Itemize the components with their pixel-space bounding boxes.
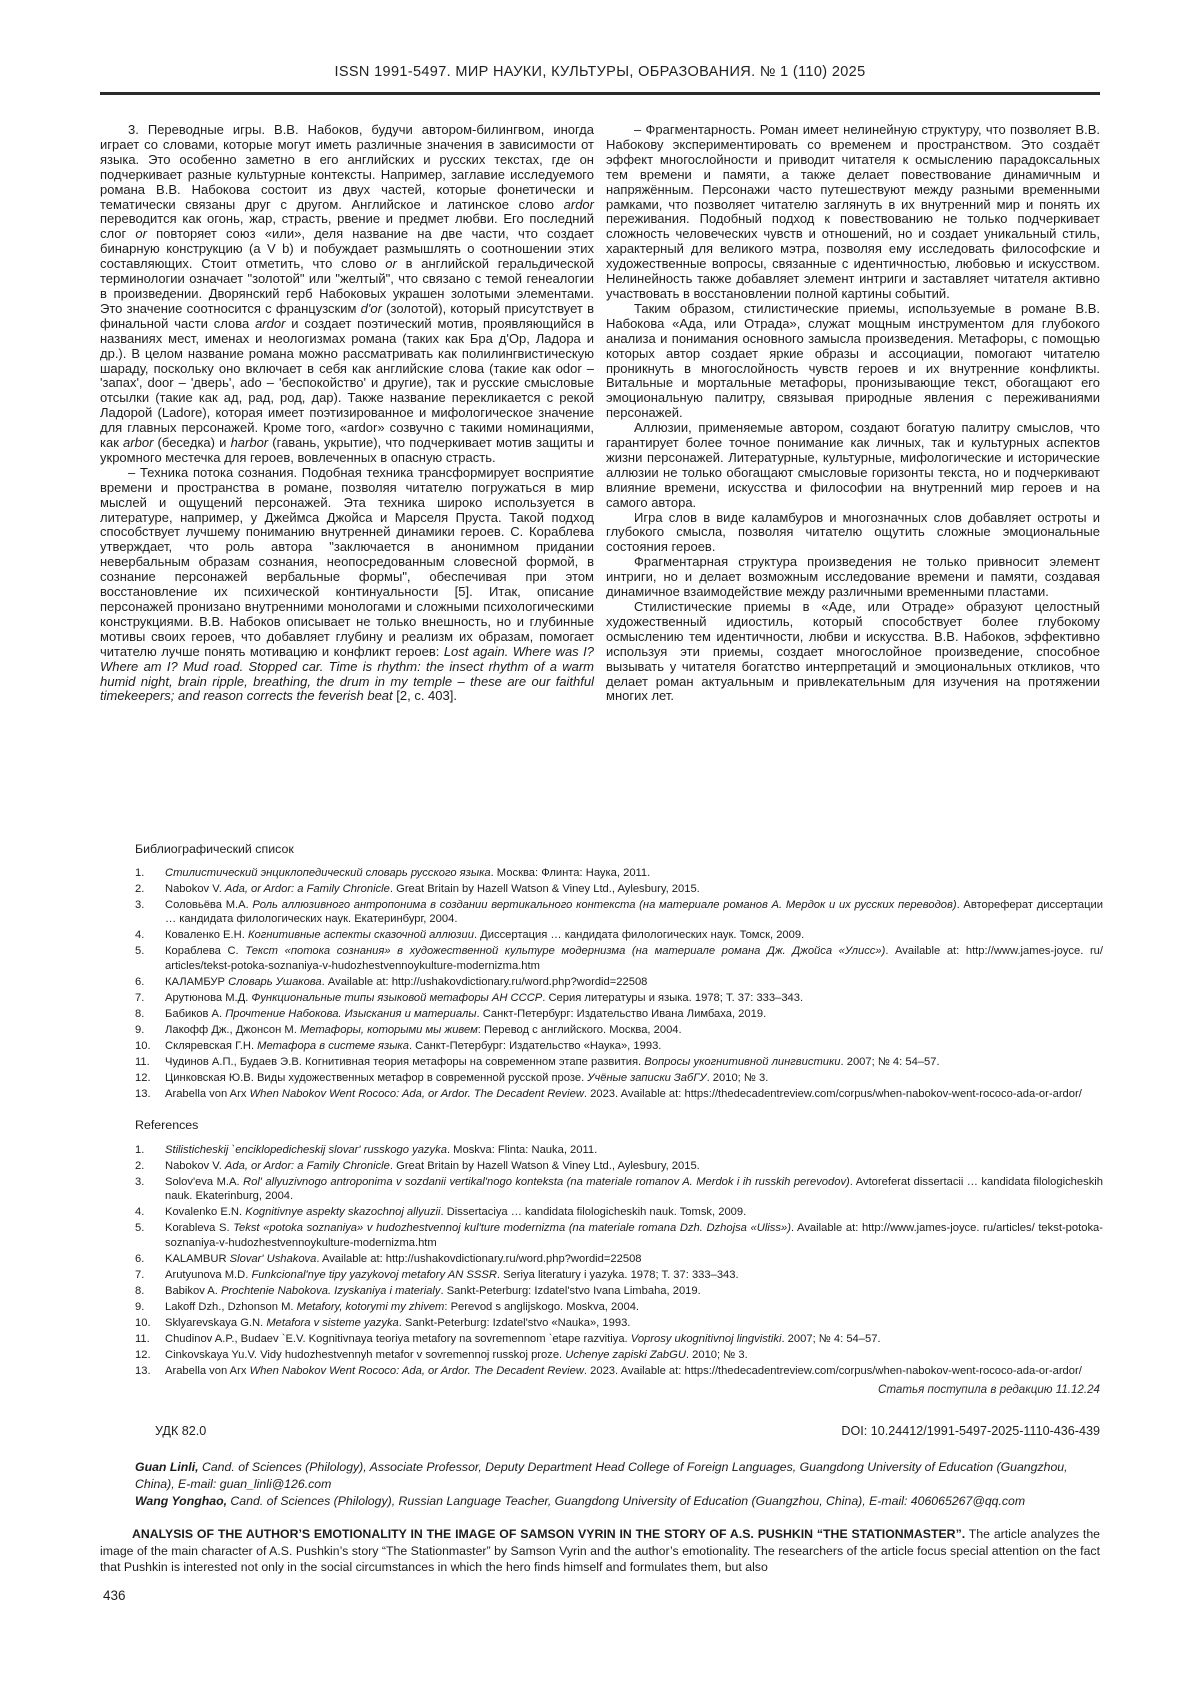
- bibliography-heading: Библиографический список: [135, 842, 294, 856]
- next-article-abstract: ANALYSIS OF THE AUTHOR’S EMOTIONALITY IN THE IMAGE OF SAMSON VYRIN IN THE STORY OF A.S. PUSHKIN “THE STATIONMASTER”. The article analyzes the image of the main character of A.S. Pushkin’s story “The Stationmaster” by Samson Vyrin and the author’s emotionality. The researchers of the article focus special attention on the fact that Pushkin is interested not only in the social circumstances in which the hero finds himself and formulates them, but also: [100, 1527, 1100, 1574]
- body-paragraph: Стилистические приемы в «Аде, или Отраде» образуют целостный художественный идиостиль, который способствует более глубокому осмыслению тем идентичности, любви и искусства. В.В. Набоков, эффективно используя эти приемы, создает многослойное произведение, способное вызывать у читателя богатство интерпретаций и эмоциональных откликов, что делает роман актуальным и привлекательным для изучения на протяжении многих лет.: [606, 599, 1100, 704]
- reference-item: KALAMBUR Slovar' Ushakova. Available at: http://ushakovdictionary.ru/word.php?wordid=22508: [165, 1252, 642, 1265]
- body-paragraph: Таким образом, стилистические приемы, используемые в романе В.В. Набокова «Ада, или Отрада», служат мощным инструментом для глубокого анализа и понимания основного замысла произведения. Метафоры, с помощью которых автор создает яркие образы и ассоциации, помогают читателю проникнуть в многослойность чувств героев и их внутренние конфликты. Витальные и мортальные метафоры, пронизывающие текст, обогащают его эмоциональную палитру, связывая природные явления с переживаниями персонажей.: [606, 300, 1100, 421]
- left-column: [100, 123, 594, 704]
- bibliography-item: Соловьёва М.А. Роль аллюзивного антропонима в создании вертикального контекста (на материале романов А. Мердок и их русских переводов). Автореферат диссертации … кандидата филологических наук. Екатеринбург, 2004.: [165, 899, 1103, 926]
- bibliography-item: Лакофф Дж., Джонсон М. Метафоры, которыми мы живем: Перевод с английского. Москва, 2004.: [165, 1023, 682, 1036]
- body-paragraph: 3. Переводные игры. В.В. Набоков, будучи автором-билингвом, иногда играет со словами, которые могут иметь различные значения в зависимости от языка. Это особенно заметно в его английских и русских текстах, где он подчеркивает разные культурные контексты. Например, заглавие исследуемого романа В.В. Набокова состоит из двух частей, которые фонетически и тематически связаны друг с другом. Английское и латинское слово ardor переводится как огонь, жар, страсть, рвение и предмет любви. Его последний слог or повторяет союз «или», деля название на две части, что создает бинарную конструкцию (a V b) и побуждает размышлять о соотношении этих составляющих. Стоит отметить, что слово or в английской геральдической терминологии означает "золотой" или "желтый", что связано с темой генеалогии в произведении. Дворянский герб Набоковых украшен золотыми элементами. Это значение соотносится с французским d'or (золотой), который присутствует в финальной части слова ardor и создает поэтический мотив, проявляющийся в названиях мест, именах и неологизмах романа (таких как Бра д'Ор, Ладора и др.). В целом название романа можно рассматривать как полилингвистическую шараду, поскольку оно включает в себя как английские слова (такие как odor – 'запах', door – 'дверь', ado – 'беспокойство' и другие), так и русские смысловые отсылки (такие как ад, рад, род, дар). Также название перекликается с рекой Ладорой (Ladore), которая имеет поэтизированное и мифологическое значение для главных персонажей. Кроме того, «ardor» созвучно с такими номинациями, как arbor (беседка) и harbor (гавань, укрытие), что подчеркивает мотив защиты и укромного местечка для героев, вовлеченных в опасную страсть.: [100, 122, 595, 465]
- reference-item: Stilisticheskij `enciklopedicheskij slovar' russkogo yazyka. Moskva: Flinta: Nauka, 2011.: [165, 1144, 598, 1156]
- references-list: [135, 1143, 1103, 1380]
- bibliography-item: Бабиков А. Прочтение Набокова. Изыскания и материалы. Санкт-Петербург: Издательство Ивана Лимбаха, 2019.: [165, 1007, 767, 1020]
- journal-header: ISSN 1991-5497. МИР НАУКИ, КУЛЬТУРЫ, ОБРАЗОВАНИЯ. № 1 (110) 2025: [334, 64, 866, 80]
- doi-code: DOI: 10.24412/1991-5497-2025-1110-436-439: [841, 1424, 1100, 1438]
- references-heading: References: [135, 1118, 199, 1132]
- header-rule: [100, 92, 1100, 95]
- body-paragraph: Игра слов в виде каламбуров и многозначных слов добавляет остроты и глубокого смысла, позволяя читателю ощутить сложные эмоциональные состояния героев.: [606, 509, 1100, 555]
- bibliography-item: Стилистический энциклопедический словарь русского языка. Москва: Флинта: Наука, 2011.: [165, 867, 651, 879]
- body-paragraph: Фрагментарная структура произведения не только привносит элемент интриги, но и делает возможным исследование времени и памяти, создавая динамичное взаимодействие между различными временными пластами.: [606, 554, 1100, 600]
- udk-code: УДК 82.0: [155, 1424, 207, 1438]
- bibliography-list: [135, 866, 1103, 1103]
- bibliography-item: Скляревская Г.Н. Метафора в системе языка. Санкт-Петербург: Издательство «Наука», 1993.: [165, 1040, 662, 1053]
- article-body: [100, 123, 1100, 704]
- reference-item: Babikov A. Prochtenie Nabokova. Izyskaniya i materialy. Sankt-Peterburg: Izdatel'stvo Ivana Limbaha, 2019.: [165, 1284, 701, 1297]
- bibliography-item: Арутюнова М.Д. Функциональные типы языковой метафоры АН СССР. Серия литературы и языка. 1978; Т. 37: 333–343.: [165, 991, 804, 1004]
- reference-item: Korableva S. Tekst «potoka soznaniya» v hudozhestvennoj kul'ture modernizma (na materiale romana Dzh. Dzhojsa «Uliss»). Available at: http://www.james-joyce. ru/articles/ tekst-potoka-soznaniya-v-hudozhestvennoykulture-modernizma.htm: [165, 1222, 1103, 1249]
- bibliography-item: Коваленко Е.Н. Когнитивные аспекты сказочной аллюзии. Диссертация … кандидата филологических наук. Томск, 2009.: [165, 929, 805, 942]
- reference-item: Solov'eva M.A. Rol' allyuzivnogo antroponima v sozdanii vertikal'nogo konteksta (na materiale romanov A. Merdok i ih russkih perevodov). Avtoreferat dissertacii … kandidata filologicheskih nauk. Ekaterinburg, 2004.: [165, 1176, 1104, 1203]
- reference-item: Lakoff Dzh., Dzhonson M. Metafory, kotorymi my zhivem: Perevod s anglijskogo. Moskva, 2004.: [165, 1300, 640, 1313]
- reference-item: Arutyunova M.D. Funkcional'nye tipy yazykovoj metafory AN SSSR. Seriya literatury i yazyka. 1978; T. 37: 333–343.: [165, 1268, 739, 1281]
- body-paragraph: Аллюзии, применяемые автором, создают богатую палитру смыслов, что гарантирует более точное понимание как личных, так и культурных аспектов жизни персонажей. Литературные, культурные, мифологические и исторические аллюзии не только обогащают смысловые горизонты текста, но и подчеркивают влияние времени, искусства и философии на внутренний мир героев и на самого автора.: [606, 420, 1100, 510]
- reference-item: Chudinov A.P., Budaev `E.V. Kognitivnaya teoriya metafory na sovremennom `etape razvitiya. Voprosy ukognitivnoj lingvistiki. 2007; № 4: 54–57.: [165, 1333, 881, 1346]
- page-number: 436: [103, 1588, 126, 1603]
- body-paragraph: – Техника потока сознания. Подобная техника трансформирует восприятие времени и пространства в романе, позволяя читателю погружаться в мир мыслей и ощущений персонажей. Эта техника широко используется в литературе, например, у Джеймса Джойса и Марселя Пруста. Такой подход способствует лучшему пониманию внутренней динамики героев. С. Кораблева утверждает, что роль автора "заключается в анонимном придании невербальным образам сознания, неопосредованным словесной формой, в сознание персонажей вербальные формы", обеспечивая при этом восстановление их психической континуальности [5]. Итак, описание персонажей пронизано внутренними монологами и сложными психологическими конструкциями. В.В. Набоков описывает не только внешность, но и глубинные мотивы своих героев, что добавляет глубину и реализм их образам, помогает читателю лучше понять мотивацию и конфликт героев: Lost again. Where was I? Where am I? Mud road. Stopped car. Time is rhythm: the insect rhythm of a warm humid night, brain ripple, breathing, the drum in my temple – these are our faithful timekeepers; and reason corrects the feverish beat [2, с. 403].: [100, 464, 594, 704]
- bibliography-item: Кораблева С. Текст «потока сознания» в художественной культуре модернизма (на материале романа Дж. Джойса «Улисс»). Available at: http://www.james-joyce. ru/ articles/tekst-potoka-soznaniya-v-hudozhestvennoykulture-modernizma.htm: [165, 945, 1103, 972]
- author-line: Wang Yonghao, Cand. of Sciences (Philology), Russian Language Teacher, Guangdong University of Education (Guangzhou, China), E-mail: 406065267@qq.com: [135, 1493, 1026, 1508]
- bibliography-item: Arabella von Arx When Nabokov Went Rococo: Ada, or Ardor. The Decadent Review. 2023. Available at: https://thedecadentreview.com/corpus/when-nabokov-went-rococo-ada-or-ardor/: [165, 1088, 1082, 1101]
- bibliography-item: КАЛАМБУР Словарь Ушакова. Available at: http://ushakovdictionary.ru/word.php?wordid=22508: [165, 975, 648, 988]
- author-line: Guan Linli, Cand. of Sciences (Philology), Associate Professor, Deputy Department Head College of Foreign Languages, Guangdong University of Education (Guangzhou, China), E-mail: guan_linli@126.com: [135, 1460, 1068, 1491]
- bibliography-item: Nabokov V. Ada, or Ardor: a Family Chronicle. Great Britain by Hazell Watson & Viney Ltd., Aylesbury, 2015.: [165, 883, 700, 896]
- received-note: Статья поступила в редакцию 11.12.24: [877, 1383, 1100, 1396]
- bibliography-item: Чудинов А.П., Будаев Э.В. Когнитивная теория метафоры на современном этапе развития. Вопросы укогнитивной лингвистики. 2007; № 4: 54–57.: [165, 1056, 940, 1069]
- bibliography-item: Цинковская Ю.В. Виды художественных метафор в современной русской прозе. Учёные записки ЗабГУ. 2010; № 3.: [165, 1072, 769, 1085]
- reference-item: Nabokov V. Ada, or Ardor: a Family Chronicle. Great Britain by Hazell Watson & Viney Ltd., Aylesbury, 2015.: [165, 1160, 700, 1173]
- reference-item: Kovalenko E.N. Kognitivnye aspekty skazochnoj allyuzii. Dissertaciya … kandidata filologicheskih nauk. Tomsk, 2009.: [165, 1206, 747, 1219]
- right-column: [606, 123, 1100, 704]
- reference-item: Sklyarevskaya G.N. Metafora v sisteme yazyka. Sankt-Peterburg: Izdatel'stvo «Nauka», 1993.: [165, 1317, 631, 1330]
- reference-item: Cinkovskaya Yu.V. Vidy hudozhestvennyh metafor v sovremennoj russkoj proze. Uchenye zapiski ZabGU. 2010; № 3.: [165, 1349, 748, 1362]
- reference-item: Arabella von Arx When Nabokov Went Rococo: Ada, or Ardor. The Decadent Review. 2023. Available at: https://thedecadentreview.com/corpus/when-nabokov-went-rococo-ada-or-ardor/: [165, 1365, 1082, 1378]
- next-article-authors: [135, 1459, 1103, 1510]
- body-paragraph: – Фрагментарность. Роман имеет нелинейную структуру, что позволяет В.В. Набокову экспериментировать со временем и пространством. Это создаёт эффект многослойности и приводит читателя к осмыслению парадоксальных тем времени и памяти, а также делает повествование динамичным и напряжённым. Персонажи часто путешествуют между разными временными рамками, что позволяет читателю заглянуть в их внутренний мир и понять их переживания. Подобный подход к повествованию не только подчеркивает сложность человеческих чувств и отношений, но и создает уникальный стиль, характерный для великого мэтра, позволяя ему исследовать философские и художественные вопросы, связанные с идентичностью, любовью и искусством. Нелинейность также добавляет элемент интриги и заставляет читателя активно участвовать в восстановлении полной картины событий.: [606, 122, 1100, 301]
